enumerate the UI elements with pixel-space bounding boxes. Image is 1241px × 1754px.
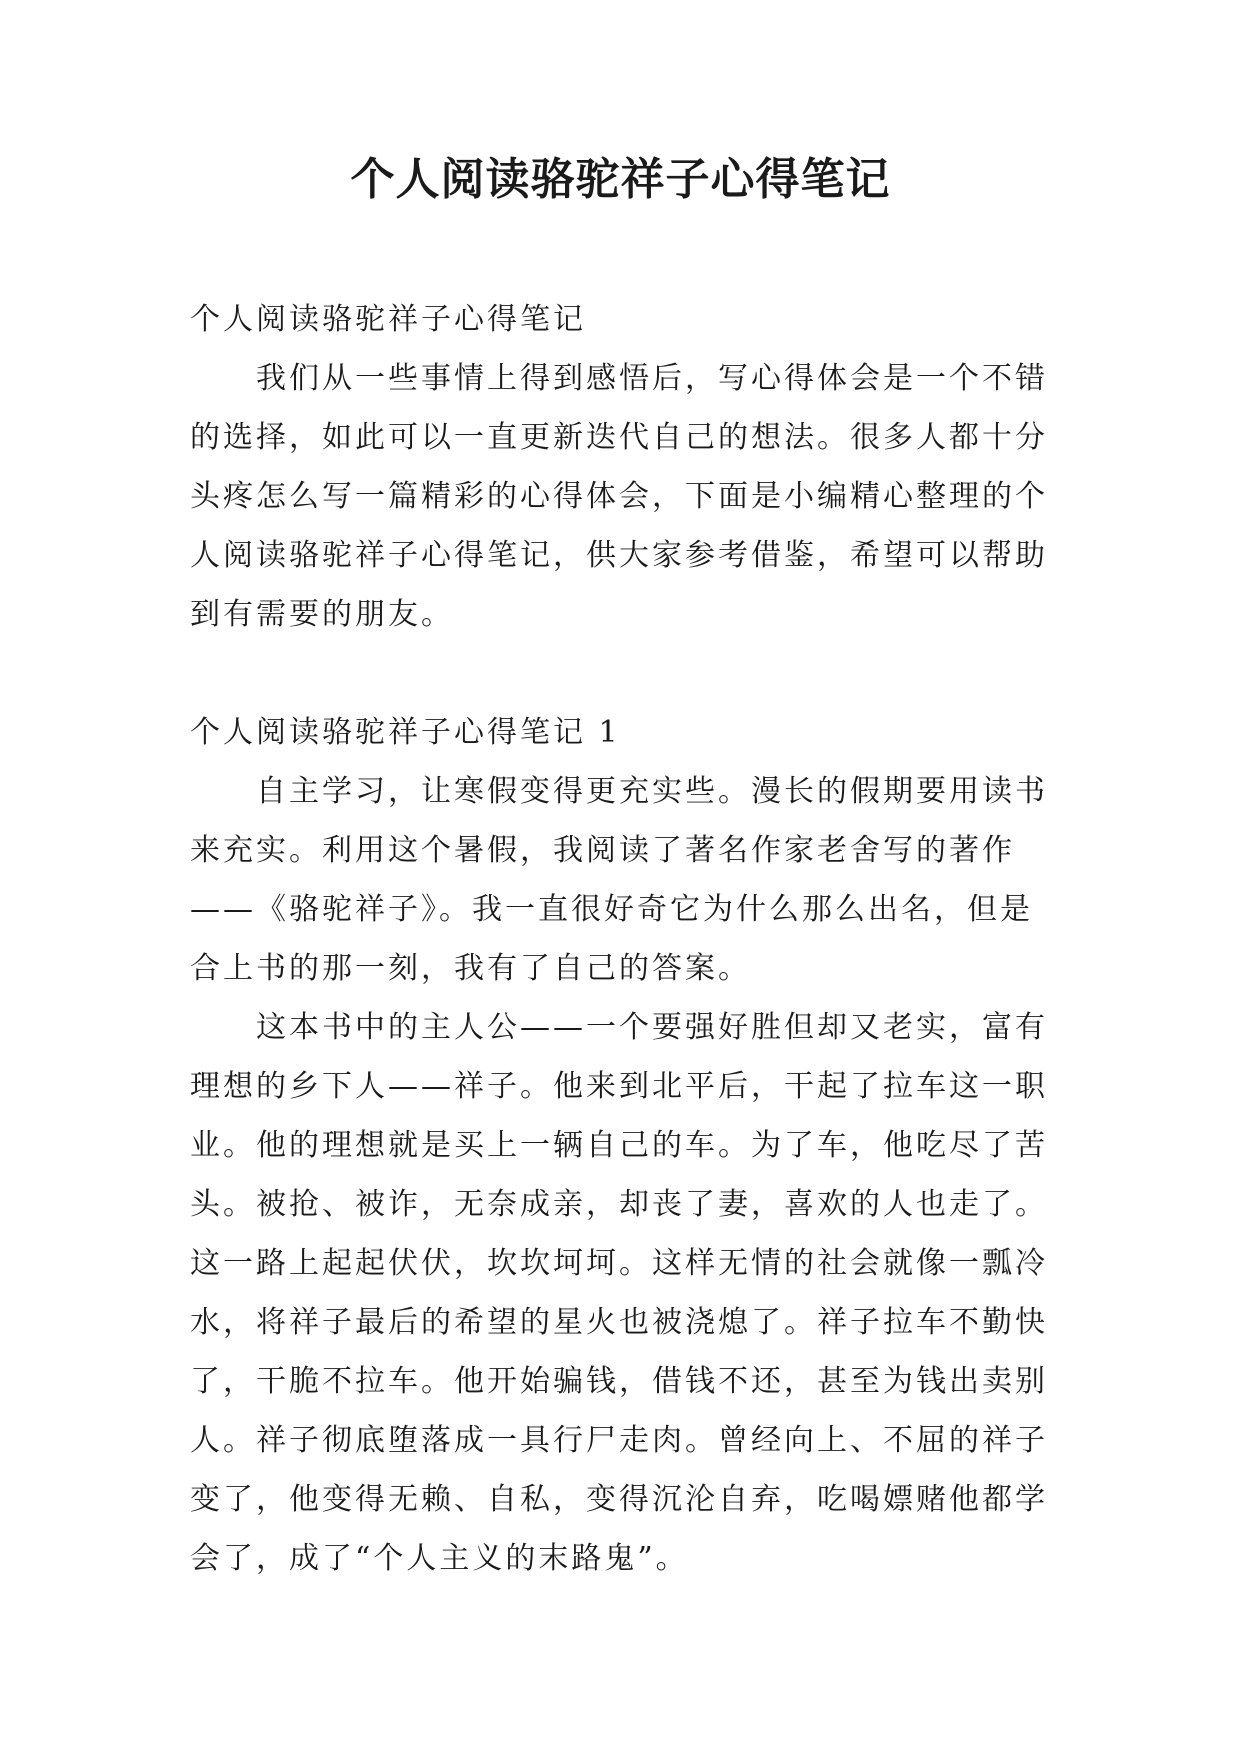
document-title: 个人阅读骆驼祥子心得笔记 (350, 154, 891, 205)
body-paragraph: 这本书中的主人公——一个要强好胜但却又老实，富有理想的乡下人——祥子。他来到北平后，干起了拉车这一职业。他的理想就是买上一辆自己的车。为了车，他吃尽了苦头。被抢、被诈，无奈成亲，却丧了妻，喜欢的人也走了。这一路上起起伏伏，坎坎坷坷。这样无情的社会就像一瓢冷水，将祥子最后的希望的星火也被浇熄了。祥子拉车不勤快了，干脆不拉车。他开始骗钱，借钱不还，甚至为钱出卖别人。祥子彻底堕落成一具行尸走肉。曾经向上、不屈的祥子变了，他变得无赖、自私，变得沉沦自弃，吃喝嫖赌他都学会了，成了“个人主义的末路鬼”。 (190, 1010, 1048, 1576)
intro-paragraph: 我们从一些事情上得到感悟后，写心得体会是一个不错的选择，如此可以一直更新迭代自己的想法。很多人都十分头疼怎么写一篇精彩的心得体会，下面是小编精心整理的个人阅读骆驼祥子心得笔记，供大家参考借鉴，希望可以帮助到有需要的朋友。 (190, 361, 1048, 632)
section-heading: 个人阅读骆驼祥子心得笔记 1 (190, 715, 621, 750)
body-paragraph: 自主学习，让寒假变得更充实些。漫长的假期要用读书来充实。利用这个暑假，我阅读了著名作家老舍写的著作——《骆驼祥子》。我一直很好奇它为什么那么出名，但是合上书的那一刻，我有了自己的答案。 (190, 774, 1048, 986)
document-body (190, 290, 1050, 1588)
section-spacer (190, 644, 1050, 703)
document-subtitle: 个人阅读骆驼祥子心得笔记 (190, 302, 586, 337)
